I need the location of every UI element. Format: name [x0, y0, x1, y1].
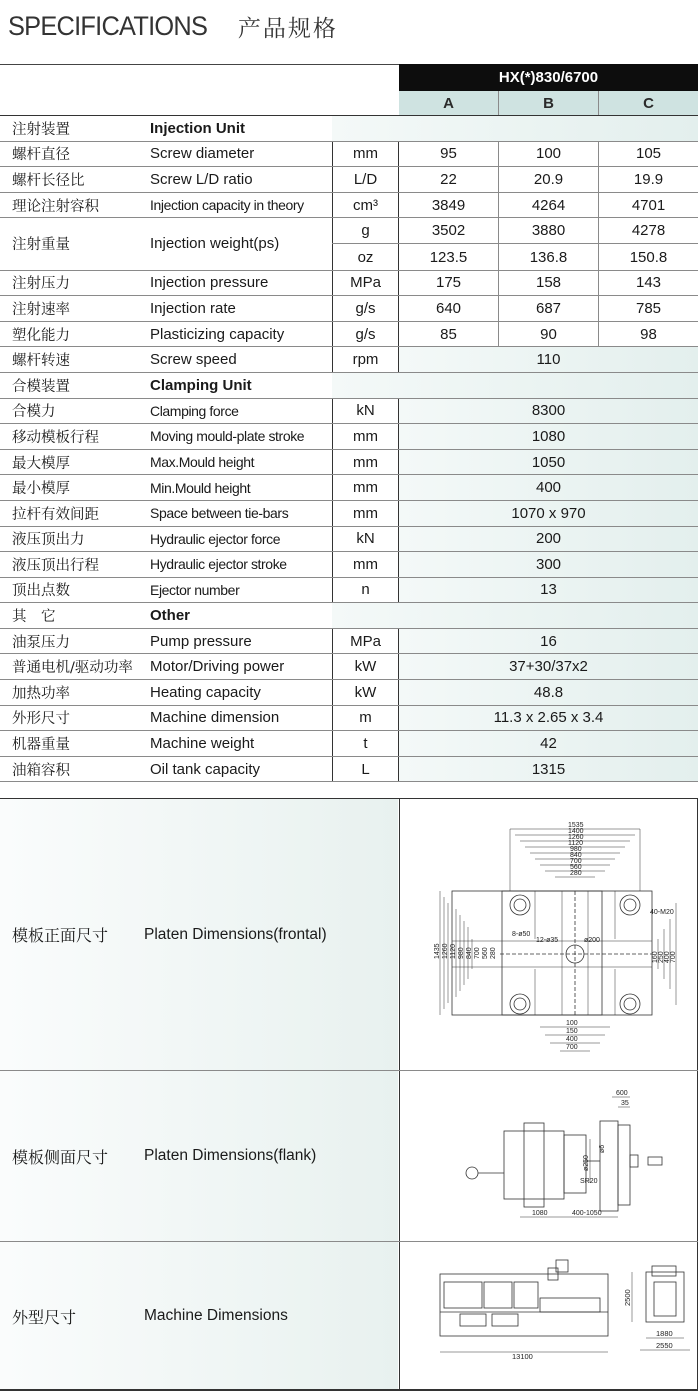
row-value-merged: 42 — [399, 731, 698, 756]
row-value: 95 — [440, 145, 457, 163]
section-header — [0, 116, 698, 142]
row-label-en: Ejector number — [150, 581, 240, 598]
section-cn: 注射装置 — [12, 121, 70, 138]
frontal-drawing-svg — [400, 799, 696, 1071]
flank-dim-35: 35 — [621, 1100, 629, 1107]
table-row — [0, 706, 698, 732]
row-label-cn: 合模力 — [12, 404, 56, 421]
row-label-en: Min.Mould height — [150, 479, 251, 496]
row-value: 150.8 — [598, 244, 698, 269]
row-unit: n — [332, 578, 399, 603]
row-value-merged: 11.3 x 2.65 x 3.4 — [399, 706, 698, 731]
dim-r-1: 250 — [658, 951, 665, 963]
machine-body — [440, 1274, 608, 1336]
row-label-cn: 移动模板行程 — [12, 429, 99, 446]
table-row — [0, 475, 698, 501]
row-value: 175 — [435, 274, 462, 292]
row-label-en: Space between tie-bars — [150, 505, 289, 522]
row-unit: mm — [332, 501, 399, 526]
section-cn: 合模装置 — [12, 378, 70, 395]
dim-v-0: 1435 — [434, 943, 441, 959]
table-row — [0, 193, 698, 219]
dim-v-5: 700 — [474, 947, 481, 959]
row-value-merged: 300 — [399, 552, 698, 577]
spec-table — [0, 115, 698, 782]
row-value: 123.5 — [429, 248, 468, 266]
table-row — [0, 450, 698, 476]
row-unit: t — [332, 731, 399, 756]
row-label-cn: 理论注射容积 — [12, 198, 99, 215]
section-en: Clamping Unit — [150, 376, 252, 394]
dim-h-6: 700 — [570, 858, 582, 865]
row-unit: g/s — [332, 322, 399, 347]
row-value: 4264 — [498, 193, 598, 218]
row-value-merged: 1070 x 970 — [399, 501, 698, 526]
table-row — [0, 347, 698, 373]
row-unit: rpm — [332, 347, 399, 372]
panel-flank-en: Platen Dimensions(flank) — [144, 1147, 317, 1164]
table-row — [0, 757, 698, 783]
row-label-en: Injection capacity in theory — [150, 197, 304, 214]
row-label-en: Machine dimension — [150, 709, 280, 727]
row-label-en: Screw diameter — [150, 145, 255, 163]
flank-dim-400-1050: 400-1050 — [572, 1210, 602, 1217]
section-header — [0, 373, 698, 399]
dim-h-4: 980 — [570, 846, 582, 853]
table-row — [0, 680, 698, 706]
machine-width-1880: 1880 — [656, 1329, 673, 1338]
dim-h-7: 560 — [570, 864, 582, 871]
row-value-merged: 37+30/37x2 — [399, 654, 698, 679]
row-value: 20.9 — [498, 167, 598, 192]
row-unit: L/D — [332, 167, 399, 192]
dim-h-2: 1260 — [568, 834, 584, 841]
tie-bar-hole-bl — [510, 994, 530, 1014]
row-label-en: Screw speed — [150, 351, 237, 369]
variant-header — [399, 91, 698, 115]
header-rule — [0, 64, 399, 65]
flank-dim-600: 600 — [616, 1090, 628, 1097]
row-value-merged: 110 — [399, 347, 698, 372]
panel-frontal-cn: 模板正面尺寸 — [12, 926, 109, 945]
row-label-cn: 油泵压力 — [12, 634, 70, 651]
row-value: 3880 — [498, 218, 598, 243]
flank-sr20: SR20 — [580, 1178, 598, 1185]
row-label-en: Oil tank capacity — [150, 760, 261, 778]
label-200: ø200 — [584, 937, 600, 944]
panel-flank — [0, 1071, 698, 1242]
row-value: 22 — [440, 170, 457, 188]
row-label-cn: 拉杆有效间距 — [12, 506, 99, 523]
row-label-cn: 最大模厚 — [12, 455, 70, 472]
row-value: 136.8 — [498, 244, 598, 269]
row-unit: g — [332, 218, 399, 243]
machine-side-view — [646, 1272, 684, 1322]
flank-dim-1080: 1080 — [532, 1210, 548, 1217]
panel-flank-cn: 模板侧面尺寸 — [12, 1147, 109, 1167]
section-fill — [332, 373, 698, 398]
dim-v-2: 1120 — [450, 943, 457, 959]
label-m20: 40-M20 — [650, 909, 674, 916]
row-label-en: Plasticizing capacity — [150, 325, 285, 343]
table-row — [0, 578, 698, 604]
panel-frontal — [0, 799, 698, 1071]
row-label-cn: 最小模厚 — [12, 481, 70, 498]
machine-drawing — [399, 1242, 698, 1390]
model-name: HX(*)830/6700 — [399, 64, 698, 91]
table-row — [0, 322, 698, 348]
row-unit: mm — [332, 424, 399, 449]
table-row — [0, 218, 698, 270]
title-cn: 产品规格 — [237, 15, 338, 42]
table-row — [0, 399, 698, 425]
table-row — [0, 424, 698, 450]
row-unit: mm — [332, 142, 399, 167]
table-row — [0, 552, 698, 578]
table-row — [0, 629, 698, 655]
flank-drawing-svg — [400, 1071, 696, 1242]
label-12-35: 12-ø35 — [536, 937, 559, 944]
row-unit: MPa — [332, 271, 399, 296]
row-label-en: Hydraulic ejector stroke — [150, 556, 287, 573]
row-label-cn: 螺杆直径 — [12, 147, 70, 164]
row-label-en: Moving mould-plate stroke — [150, 428, 305, 445]
row-unit: cm³ — [332, 193, 399, 218]
table-row — [0, 167, 698, 193]
row-value-merged: 1315 — [399, 757, 698, 782]
panel-machine-en: Machine Dimensions — [144, 1307, 288, 1324]
row-value: 158 — [498, 271, 598, 296]
row-label-cn: 油箱容积 — [12, 762, 70, 779]
row-value: 100 — [498, 142, 598, 167]
row-unit: mm — [332, 475, 399, 500]
flank-dim-6: ø6 — [599, 1144, 606, 1153]
row-label-cn: 注射重量 — [12, 237, 70, 254]
drawing-panels — [0, 798, 698, 1391]
row-label-cn: 液压顶出力 — [12, 532, 85, 549]
row-label-en: Injection weight(ps) — [150, 235, 280, 253]
flank-dim-250: ø250 — [583, 1155, 590, 1171]
row-label-cn: 螺杆长径比 — [12, 172, 85, 189]
row-label-en: Heating capacity — [150, 683, 261, 701]
variant-a: A — [443, 94, 454, 112]
dim-b-0: 100 — [566, 1020, 578, 1027]
section-fill — [332, 603, 698, 628]
dim-h-8: 280 — [570, 870, 582, 877]
row-label-en: Injection rate — [150, 299, 236, 317]
row-label-cn: 机器重量 — [12, 737, 70, 754]
table-row — [0, 271, 698, 297]
frontal-drawing — [399, 799, 698, 1070]
panel-frontal-en: Platen Dimensions(frontal) — [144, 925, 327, 943]
row-value: 640 — [435, 299, 462, 317]
row-value-merged: 1050 — [399, 450, 698, 475]
dim-b-3: 700 — [566, 1044, 578, 1051]
table-row — [0, 142, 698, 168]
section-header — [0, 603, 698, 629]
row-value-merged: 400 — [399, 475, 698, 500]
table-row — [0, 296, 698, 322]
dim-h-0: 1535 — [568, 822, 584, 829]
row-value: 4278 — [598, 218, 698, 243]
title-en: SPECIFICATIONS — [8, 10, 208, 41]
dim-v-4: 840 — [466, 947, 473, 959]
row-value-merged: 200 — [399, 527, 698, 552]
row-label-en: Clamping force — [150, 402, 239, 419]
row-label-en: Injection pressure — [150, 274, 269, 292]
variant-b: B — [498, 91, 598, 115]
row-label-en: Motor/Driving power — [150, 658, 285, 676]
row-label-en: Max.Mould height — [150, 454, 255, 471]
dim-h-5: 840 — [570, 852, 582, 859]
machine-length: 13100 — [512, 1352, 533, 1361]
row-unit: kW — [332, 654, 399, 679]
table-row — [0, 654, 698, 680]
label-8-50: 8-ø50 — [512, 931, 531, 938]
row-label-en: Pump pressure — [150, 632, 252, 650]
row-label-cn: 液压顶出行程 — [12, 557, 99, 574]
row-value: 85 — [440, 325, 457, 343]
dim-h-3: 1120 — [568, 840, 584, 847]
tie-bar-hole-tr — [620, 895, 640, 915]
flank-drawing — [399, 1071, 698, 1241]
dim-r-3: 700 — [670, 951, 677, 963]
dim-v-3: 980 — [458, 947, 465, 959]
machine-drawing-svg — [400, 1242, 696, 1390]
row-unit: mm — [332, 450, 399, 475]
table-row — [0, 731, 698, 757]
panel-machine — [0, 1242, 698, 1390]
row-value-merged: 13 — [399, 578, 698, 603]
row-label-en: Hydraulic ejector force — [150, 530, 281, 547]
dim-r-0: 160 — [652, 951, 659, 963]
row-label-cn: 注射速率 — [12, 301, 70, 318]
row-label-cn: 注射压力 — [12, 276, 70, 293]
row-unit: oz — [332, 244, 399, 269]
row-value: 19.9 — [598, 167, 698, 192]
panel-machine-cn: 外型尺寸 — [12, 1307, 77, 1327]
row-value: 143 — [598, 271, 698, 296]
dim-b-1: 150 — [566, 1028, 578, 1035]
dim-v-7: 280 — [490, 947, 497, 959]
machine-height: 2500 — [623, 1289, 632, 1306]
row-unit: mm — [332, 552, 399, 577]
row-value: 3502 — [431, 222, 466, 240]
row-unit: MPa — [332, 629, 399, 654]
section-en: Injection Unit — [150, 119, 245, 137]
row-value: 98 — [598, 322, 698, 347]
machine-width-2550: 2550 — [656, 1341, 673, 1350]
row-value: 785 — [598, 296, 698, 321]
row-unit: L — [332, 757, 399, 782]
section-fill — [332, 116, 698, 141]
page-header — [8, 6, 338, 46]
row-label-en: Screw L/D ratio — [150, 170, 253, 188]
row-label-cn: 顶出点数 — [12, 583, 70, 600]
dim-h-1: 1400 — [568, 828, 584, 835]
tie-bar-hole-tl — [510, 895, 530, 915]
row-value: 4701 — [598, 193, 698, 218]
section-en: Other — [150, 607, 191, 625]
row-unit: kN — [332, 399, 399, 424]
row-value: 687 — [498, 296, 598, 321]
dim-v-1: 1260 — [442, 943, 449, 959]
dim-v-6: 560 — [482, 947, 489, 959]
row-value-merged: 1080 — [399, 424, 698, 449]
row-value: 90 — [498, 322, 598, 347]
row-value: 105 — [598, 142, 698, 167]
dim-b-2: 400 — [566, 1036, 578, 1043]
row-unit: m — [332, 706, 399, 731]
row-value-merged: 48.8 — [399, 680, 698, 705]
row-label-cn: 螺杆转速 — [12, 353, 70, 370]
row-label-cn: 塑化能力 — [12, 327, 70, 344]
dim-r-2: 400 — [664, 951, 671, 963]
row-label-cn: 加热功率 — [12, 685, 70, 702]
row-value: 3849 — [431, 196, 466, 214]
row-label-cn: 外形尺寸 — [12, 711, 70, 728]
row-unit: kN — [332, 527, 399, 552]
row-label-en: Machine weight — [150, 735, 255, 753]
tie-bar-hole-br — [620, 994, 640, 1014]
row-unit: g/s — [332, 296, 399, 321]
table-row — [0, 527, 698, 553]
section-cn: 其 它 — [12, 609, 56, 626]
variant-c: C — [598, 91, 698, 115]
table-row — [0, 501, 698, 527]
row-unit: kW — [332, 680, 399, 705]
row-value-merged: 8300 — [399, 399, 698, 424]
row-value-merged: 16 — [399, 629, 698, 654]
row-label-cn: 普通电机/驱动功率 — [12, 660, 133, 677]
